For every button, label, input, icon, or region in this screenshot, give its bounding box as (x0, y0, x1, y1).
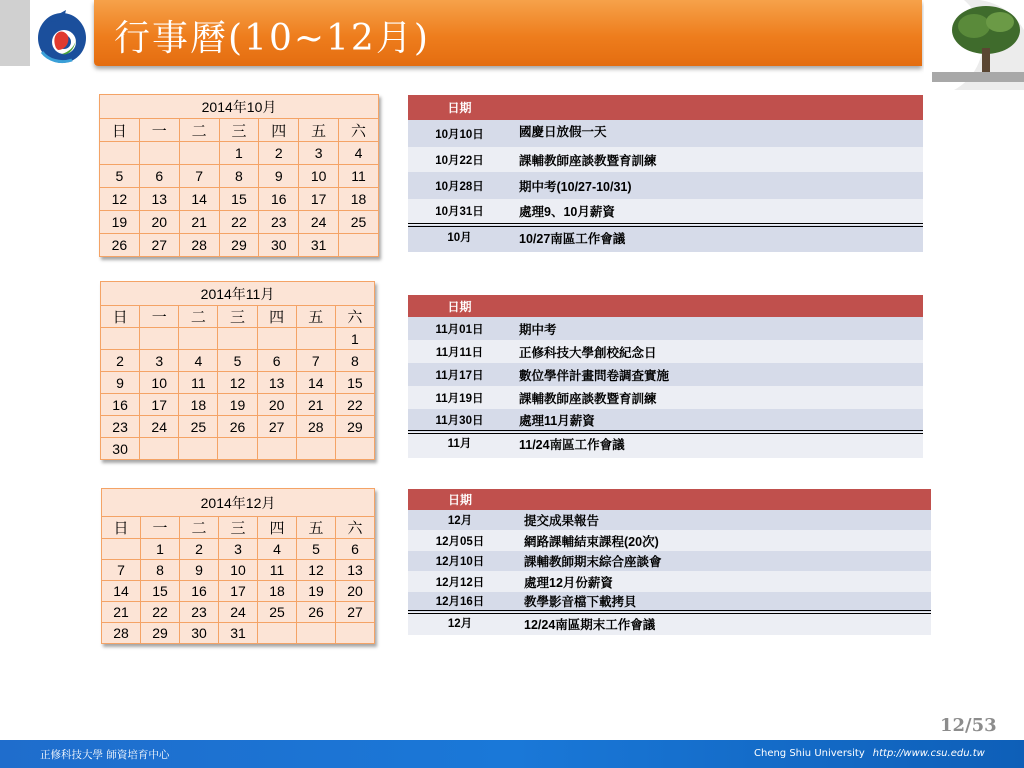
day-cell: 23 (259, 211, 299, 234)
day-cell: 2 (259, 142, 299, 165)
day-cell: 17 (299, 188, 339, 211)
day-cell: 10 (299, 165, 339, 188)
day-cell: 30 (180, 623, 219, 644)
event-row (408, 317, 923, 340)
day-cell: 15 (335, 372, 374, 394)
day-cell (257, 438, 296, 460)
weekday-label: 四 (258, 517, 297, 539)
day-cell: 25 (179, 416, 218, 438)
event-desc: 期中考(10/27-10/31) (511, 172, 923, 199)
weekday-label: 一 (140, 306, 179, 328)
day-cell (339, 234, 379, 257)
day-cell: 28 (102, 623, 141, 644)
weekday-label: 一 (141, 517, 180, 539)
day-cell: 19 (297, 581, 336, 602)
footer-right (754, 748, 985, 759)
day-cell: 6 (257, 350, 296, 372)
event-date: 10月10日 (408, 120, 511, 147)
day-cell (139, 142, 179, 165)
event-date: 10月 (408, 225, 511, 252)
event-row (408, 172, 923, 199)
day-cell: 11 (339, 165, 379, 188)
event-row (408, 120, 923, 147)
day-cell: 11 (258, 560, 297, 581)
day-cell: 2 (180, 539, 219, 560)
day-cell: 3 (299, 142, 339, 165)
day-cell: 27 (336, 602, 375, 623)
event-desc: 10/27南區工作會議 (511, 225, 923, 252)
event-desc: 提交成果報告 (512, 510, 931, 530)
event-row (408, 363, 923, 386)
csu-logo-icon (34, 4, 90, 66)
event-date-header: 日期 (408, 95, 511, 120)
day-cell: 16 (259, 188, 299, 211)
day-cell: 18 (179, 394, 218, 416)
day-cell: 4 (339, 142, 379, 165)
day-cell: 14 (296, 372, 335, 394)
day-cell: 1 (335, 328, 374, 350)
day-cell: 5 (297, 539, 336, 560)
event-row (408, 592, 931, 612)
footer-org-name: 正修科技大學 師資培育中心 (40, 749, 170, 761)
day-cell: 25 (258, 602, 297, 623)
day-cell: 25 (339, 211, 379, 234)
calendar-week (102, 560, 375, 581)
event-desc: 12/24南區期末工作會議 (512, 612, 931, 635)
day-cell: 22 (335, 394, 374, 416)
day-cell: 3 (140, 350, 179, 372)
events-november (408, 295, 923, 458)
event-desc: 課輔教師期末綜合座談會 (512, 551, 931, 571)
day-cell: 13 (257, 372, 296, 394)
calendar-week (101, 416, 375, 438)
day-cell: 24 (299, 211, 339, 234)
day-cell: 1 (141, 539, 180, 560)
calendar-week (101, 438, 375, 460)
day-cell: 12 (297, 560, 336, 581)
day-cell (258, 623, 297, 644)
event-row (408, 551, 931, 571)
day-cell: 31 (219, 623, 258, 644)
day-cell: 24 (140, 416, 179, 438)
day-cell: 29 (335, 416, 374, 438)
day-cell: 21 (102, 602, 141, 623)
weekday-label: 六 (336, 517, 375, 539)
day-cell: 19 (100, 211, 140, 234)
day-cell: 7 (102, 560, 141, 581)
calendar-week (101, 372, 375, 394)
weekday-label: 日 (102, 517, 141, 539)
day-cell (102, 539, 141, 560)
day-cell (179, 438, 218, 460)
event-date: 11月01日 (408, 317, 511, 340)
day-cell: 30 (101, 438, 140, 460)
events-october (408, 95, 923, 252)
day-cell: 26 (218, 416, 257, 438)
weekday-label: 六 (339, 119, 379, 142)
weekday-label: 五 (297, 517, 336, 539)
calendar-october (99, 94, 379, 257)
day-cell: 31 (299, 234, 339, 257)
day-cell: 26 (297, 602, 336, 623)
day-cell (296, 438, 335, 460)
events-december (408, 489, 931, 635)
day-cell: 10 (219, 560, 258, 581)
event-desc-header (511, 95, 923, 120)
calendar-caption: 2014年12月 (102, 489, 375, 517)
day-cell: 13 (336, 560, 375, 581)
event-desc: 11/24南區工作會議 (511, 432, 923, 458)
event-desc-header (512, 489, 931, 510)
event-desc: 教學影音檔下載拷貝 (512, 592, 931, 612)
weekday-label: 日 (101, 306, 140, 328)
calendar-week (100, 211, 379, 234)
day-cell (218, 438, 257, 460)
weekday-label: 四 (259, 119, 299, 142)
footer-university: Cheng Shiu University (754, 748, 865, 759)
day-cell: 23 (180, 602, 219, 623)
calendar-week (100, 234, 379, 257)
event-row (408, 340, 923, 363)
event-desc: 國慶日放假一天 (511, 120, 923, 147)
event-row (408, 199, 923, 225)
day-cell: 20 (257, 394, 296, 416)
day-cell: 29 (219, 234, 259, 257)
event-desc: 課輔教師座談教暨育訓練 (511, 386, 923, 409)
event-row (408, 147, 923, 172)
day-cell: 27 (139, 234, 179, 257)
day-cell: 15 (141, 581, 180, 602)
event-desc-header (511, 295, 923, 317)
day-cell: 9 (101, 372, 140, 394)
day-cell: 23 (101, 416, 140, 438)
event-date: 10月31日 (408, 199, 511, 225)
weekday-label: 二 (179, 119, 219, 142)
calendar-december (101, 488, 375, 644)
event-desc: 正修科技大學創校紀念日 (511, 340, 923, 363)
calendar-week (102, 602, 375, 623)
day-cell: 29 (141, 623, 180, 644)
calendar-week (101, 394, 375, 416)
calendar-november (100, 281, 375, 460)
footer-url[interactable]: http://www.csu.edu.tw (872, 748, 985, 759)
event-date-header: 日期 (408, 295, 511, 317)
weekday-label: 一 (139, 119, 179, 142)
day-cell: 5 (100, 165, 140, 188)
day-cell: 22 (141, 602, 180, 623)
weekday-label: 六 (335, 306, 374, 328)
calendar-caption: 2014年10月 (100, 95, 379, 119)
day-cell: 21 (179, 211, 219, 234)
event-date: 12月12日 (408, 571, 512, 592)
page-title: 行事曆(10~12月) (114, 18, 430, 59)
event-row (408, 386, 923, 409)
day-cell: 7 (179, 165, 219, 188)
calendar-week (102, 623, 375, 644)
weekday-label: 三 (219, 517, 258, 539)
day-cell: 4 (258, 539, 297, 560)
header-left-bar (0, 0, 30, 66)
day-cell: 3 (219, 539, 258, 560)
day-cell: 16 (180, 581, 219, 602)
day-cell: 9 (259, 165, 299, 188)
day-cell (296, 328, 335, 350)
day-cell: 20 (139, 211, 179, 234)
event-date: 12月05日 (408, 530, 512, 551)
event-date: 12月 (408, 612, 512, 635)
day-cell: 14 (102, 581, 141, 602)
day-cell (140, 328, 179, 350)
day-cell (336, 623, 375, 644)
event-row (408, 612, 931, 635)
calendar-week (102, 581, 375, 602)
event-date: 10月22日 (408, 147, 511, 172)
event-date: 11月30日 (408, 409, 511, 432)
weekday-label: 三 (219, 119, 259, 142)
calendar-week (101, 328, 375, 350)
day-cell: 20 (336, 581, 375, 602)
calendar-week (102, 539, 375, 560)
day-cell: 27 (257, 416, 296, 438)
day-cell: 18 (339, 188, 379, 211)
event-date: 11月11日 (408, 340, 511, 363)
day-cell: 5 (218, 350, 257, 372)
calendar-week (101, 350, 375, 372)
tree-photo-icon (924, 0, 1024, 90)
event-date: 11月 (408, 432, 511, 458)
event-date: 11月19日 (408, 386, 511, 409)
event-row (408, 571, 931, 592)
day-cell: 4 (179, 350, 218, 372)
day-cell: 2 (101, 350, 140, 372)
day-cell (297, 623, 336, 644)
day-cell: 8 (141, 560, 180, 581)
day-cell: 12 (100, 188, 140, 211)
day-cell: 14 (179, 188, 219, 211)
event-row (408, 432, 923, 458)
event-date: 10月28日 (408, 172, 511, 199)
day-cell: 6 (336, 539, 375, 560)
event-date: 12月16日 (408, 592, 512, 612)
event-desc: 處理11月薪資 (511, 409, 923, 432)
day-cell: 7 (296, 350, 335, 372)
day-cell (179, 142, 219, 165)
event-date: 12月 (408, 510, 512, 530)
day-cell (257, 328, 296, 350)
event-desc: 處理12月份薪資 (512, 571, 931, 592)
calendar-caption: 2014年11月 (101, 282, 375, 306)
weekday-label: 五 (296, 306, 335, 328)
weekday-label: 三 (218, 306, 257, 328)
weekday-label: 二 (179, 306, 218, 328)
day-cell (218, 328, 257, 350)
page-number: 12/53 (940, 715, 997, 736)
day-cell: 16 (101, 394, 140, 416)
day-cell: 24 (219, 602, 258, 623)
calendar-week (100, 142, 379, 165)
day-cell: 28 (179, 234, 219, 257)
day-cell: 21 (296, 394, 335, 416)
day-cell: 26 (100, 234, 140, 257)
day-cell (101, 328, 140, 350)
event-row (408, 225, 923, 252)
day-cell: 9 (180, 560, 219, 581)
event-desc: 課輔教師座談教暨育訓練 (511, 147, 923, 172)
event-date: 12月10日 (408, 551, 512, 571)
day-cell: 15 (219, 188, 259, 211)
day-cell: 11 (179, 372, 218, 394)
calendar-week (100, 188, 379, 211)
day-cell: 8 (335, 350, 374, 372)
event-row (408, 510, 931, 530)
day-cell: 17 (219, 581, 258, 602)
day-cell: 28 (296, 416, 335, 438)
day-cell: 17 (140, 394, 179, 416)
day-cell: 12 (218, 372, 257, 394)
event-date-header: 日期 (408, 489, 512, 510)
day-cell (100, 142, 140, 165)
day-cell: 30 (259, 234, 299, 257)
day-cell: 1 (219, 142, 259, 165)
event-desc: 數位學伴計畫問卷調查實施 (511, 363, 923, 386)
event-desc: 處理9、10月薪資 (511, 199, 923, 225)
event-desc: 網路課輔結束課程(20次) (512, 530, 931, 551)
day-cell: 10 (140, 372, 179, 394)
day-cell: 18 (258, 581, 297, 602)
weekday-label: 四 (257, 306, 296, 328)
day-cell: 13 (139, 188, 179, 211)
day-cell (179, 328, 218, 350)
day-cell (335, 438, 374, 460)
weekday-label: 五 (299, 119, 339, 142)
event-row (408, 409, 923, 432)
event-desc: 期中考 (511, 317, 923, 340)
event-row (408, 530, 931, 551)
weekday-label: 二 (180, 517, 219, 539)
day-cell: 22 (219, 211, 259, 234)
event-date: 11月17日 (408, 363, 511, 386)
day-cell: 8 (219, 165, 259, 188)
weekday-label: 日 (100, 119, 140, 142)
day-cell (140, 438, 179, 460)
day-cell: 19 (218, 394, 257, 416)
calendar-week (100, 165, 379, 188)
day-cell: 6 (139, 165, 179, 188)
